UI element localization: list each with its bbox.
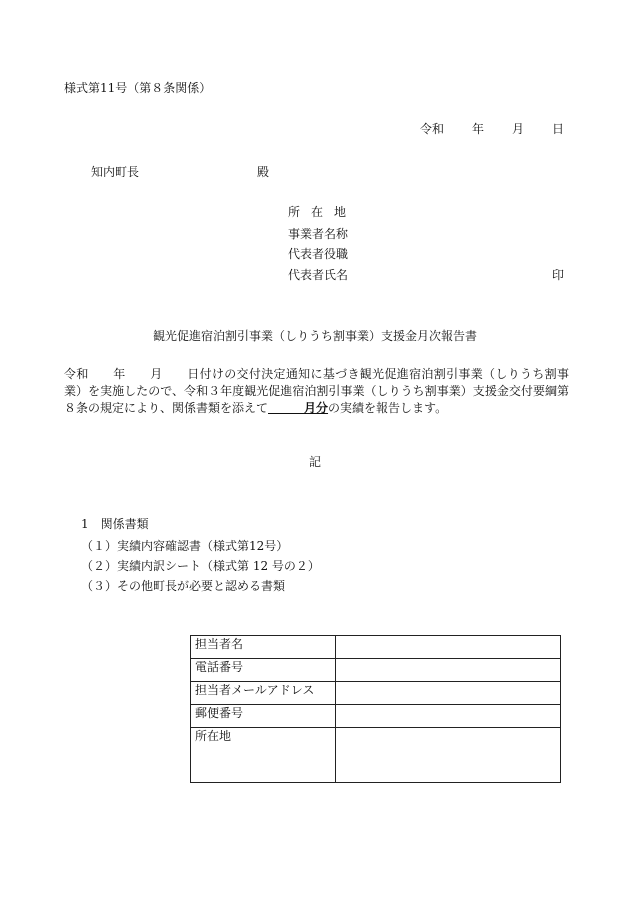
document-item: （２）実績内訳シート（様式第 12 号の２） [81,559,320,573]
document-item: （１）実績内容確認書（様式第12号） [81,539,289,553]
date-year: 年 [472,122,485,136]
form-number: 様式第11号（第８条関係） [64,81,212,95]
body-suffix: の実績を報告します。 [328,401,448,415]
document-item: （３）その他町長が必要と認める書類 [81,579,286,593]
date-era: 令和 [420,122,445,136]
contact-info-table [190,635,561,783]
table-row [191,636,561,659]
date-month: 月 [512,122,525,136]
address-field[interactable] [336,728,561,783]
applicant-rep-name-label: 代表者氏名 [288,268,349,282]
addressee [91,166,269,178]
phone-field[interactable] [336,659,561,682]
table-row [191,682,561,705]
applicant-location-label: 所在地 [288,205,358,219]
addressee-honorific: 殿 [257,165,270,179]
date-day: 日 [552,122,565,136]
table-row [191,705,561,728]
contact-person-field[interactable] [336,636,561,659]
applicant-business-name-label: 事業者名称 [288,227,349,241]
documents-heading: 1 関係書類 [81,517,149,531]
postal-code-field[interactable] [336,705,561,728]
addressee-name: 知内町長 [91,165,140,179]
email-field[interactable] [336,682,561,705]
postal-code-label: 郵便番号 [191,705,336,728]
table-row [191,728,561,783]
phone-label: 電話番号 [191,659,336,682]
note-mark: 記 [308,455,321,469]
body-prefix: 令和 年 月 日付けの交付決定通知に基づき観光促進宿泊割引事業（しりうち割事業）を実施したので、令和３年度観光促進宿泊割引事業（しりうち割事業）支援金交付要綱第８条の規定により、関係書類を添えて [64,367,569,415]
date-line [420,123,564,135]
seal-mark: 印 [552,268,565,282]
contact-person-label: 担当者名 [191,636,336,659]
email-label: 担当者メールアドレス [191,682,336,705]
table-row [191,659,561,682]
report-body-text [64,366,569,417]
document-title: 観光促進宿泊割引事業（しりうち割事業）支援金月次報告書 [152,329,477,343]
address-label: 所在地 [191,728,336,783]
applicant-rep-title-label: 代表者役職 [288,247,349,261]
month-blank: 月分 [268,401,329,415]
